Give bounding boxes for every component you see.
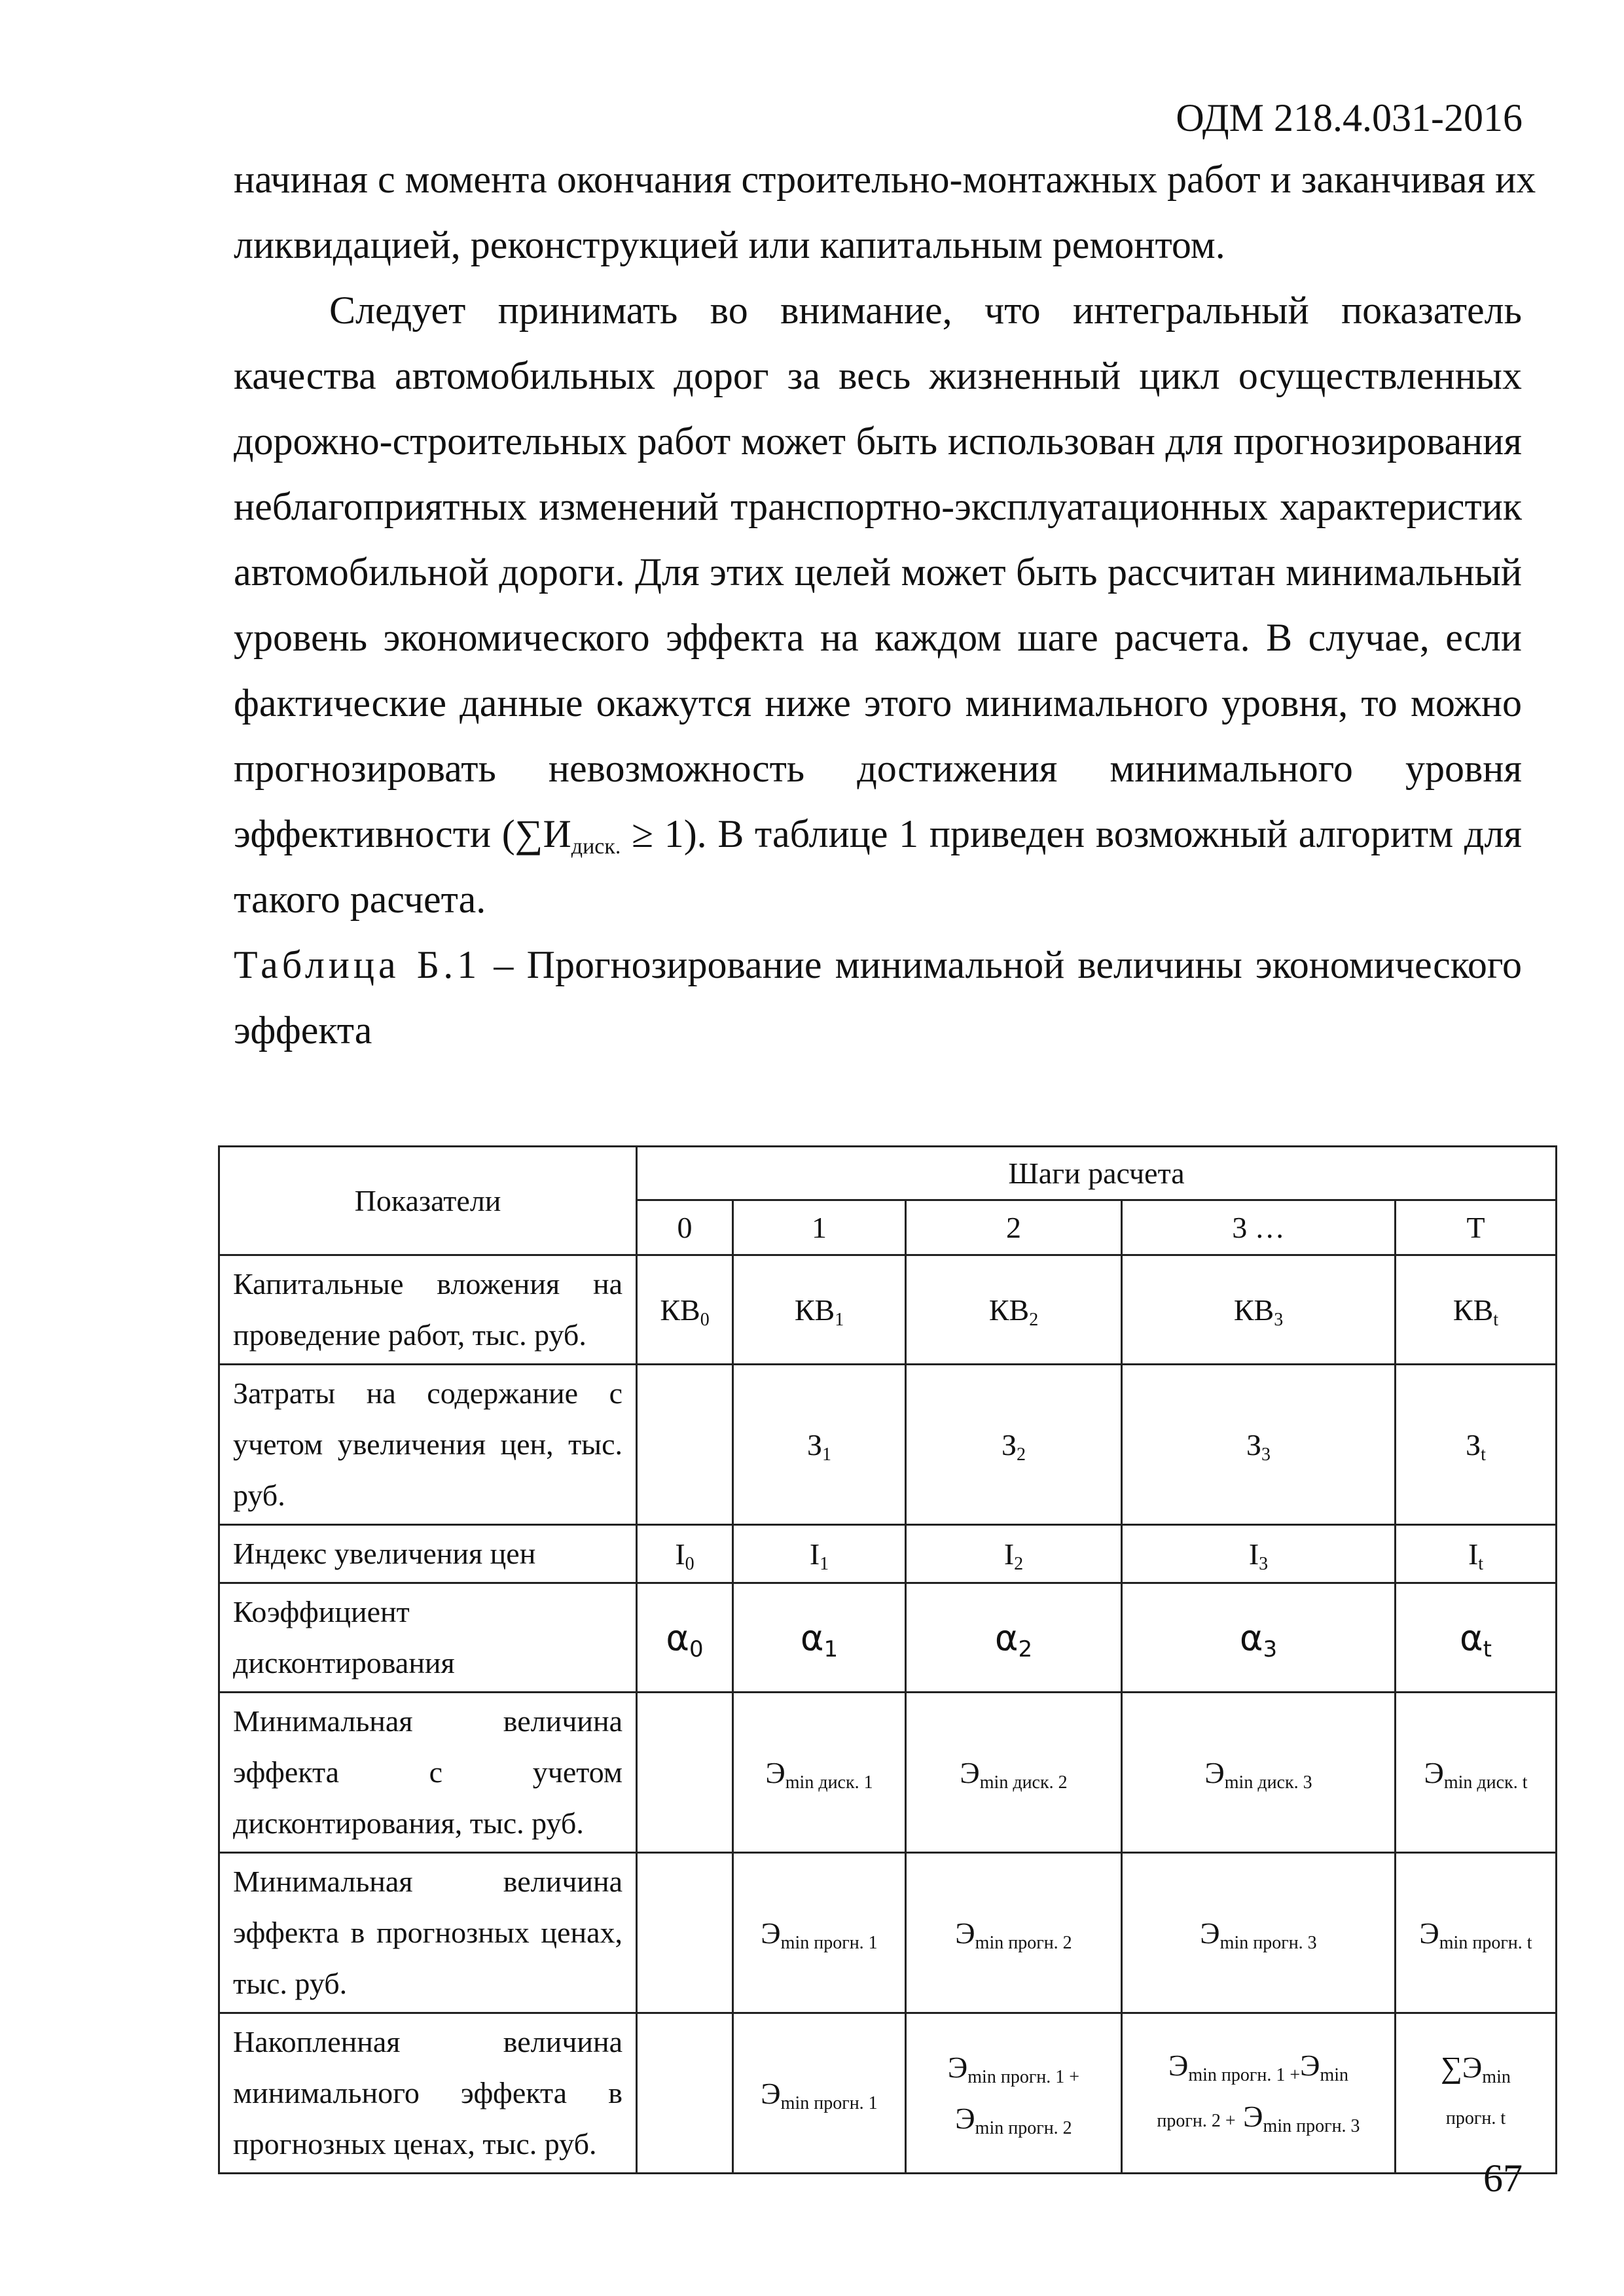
- row-label: Минимальная величина эффекта в прогнозных ценах, тыс. руб.: [219, 1853, 637, 2013]
- table-cell: $Э_{min прогн. 2}$: [906, 1853, 1122, 2013]
- table-cell: [637, 1853, 733, 2013]
- step-label: T: [1396, 1200, 1557, 1255]
- text-line: дорожно-строительных работ может быть использован для прогнозирования: [234, 420, 1522, 463]
- table-cell: $КВ_0$: [637, 1255, 733, 1365]
- row-label: Затраты на содержание с учетом увеличения цен, тыс. руб.: [219, 1365, 637, 1525]
- header-steps: Шаги расчета: [637, 1147, 1557, 1200]
- table-cell: $\alpha_2$: [906, 1583, 1122, 1693]
- paragraph-continuation: [234, 147, 1536, 278]
- table-cell: $З_1$: [733, 1365, 906, 1525]
- step-label: 1: [733, 1200, 906, 1255]
- text-line: ликвидацией, реконструкцией или капитальным ремонтом.: [234, 223, 1225, 266]
- cell-line: прогн. $2 + Э_{min прогн. 3}$: [1157, 2099, 1360, 2136]
- table-cell: $Э_{min прогн. 1}$: [733, 2013, 906, 2174]
- table-cell: $I_3$: [1122, 1525, 1396, 1583]
- table-cell: $КВ_3$: [1122, 1255, 1396, 1365]
- text-line: неблагоприятных изменений транспортно-эксплуатационных характеристик: [234, 485, 1522, 528]
- table-cell: $\alpha_3$: [1122, 1583, 1396, 1693]
- table-cell: $\alpha_1$: [733, 1583, 906, 1693]
- table-cell: $Э_{min прогн. 3}$: [1122, 1853, 1396, 2013]
- cell-line: $Э_{min прогн. 1 +}$: [947, 2051, 1080, 2087]
- page-number: 67: [1483, 2157, 1523, 2200]
- paragraph-main: [234, 278, 1522, 932]
- table-row: [219, 1583, 1557, 1693]
- table-cell: $\alpha_0$: [637, 1583, 733, 1693]
- row-label: Накопленная величина минимального эффекта в прогнозных ценах, тыс. руб.: [219, 2013, 637, 2174]
- table-cell: [637, 1693, 733, 1853]
- table-cell: $З_2$: [906, 1365, 1122, 1525]
- cell-line: $\sum Э_{min}$: [1441, 2051, 1511, 2087]
- caption-line: эффекта: [234, 1009, 372, 1052]
- table-cell: $I_0$: [637, 1525, 733, 1583]
- cell-line: $Э_{min прогн. 2}$: [955, 2102, 1072, 2138]
- table-cell: $КВ_2$: [906, 1255, 1122, 1365]
- document-code: ОДМ 218.4.031-2016: [1176, 96, 1523, 139]
- table-cell: $Э_{min прогн. t}$: [1396, 1853, 1557, 2013]
- caption-label: Таблица Б.1: [234, 943, 481, 986]
- row-label: Коэффициент дисконтирования: [219, 1583, 637, 1693]
- text-line: [234, 801, 1522, 867]
- step-label: 2: [906, 1200, 1122, 1255]
- text-line: прогнозировать невозможность достижения минимального уровня: [234, 747, 1522, 790]
- caption-line: [234, 932, 1522, 997]
- table-row: [219, 1853, 1557, 2013]
- text-fragment: эффективности (∑И: [234, 812, 571, 855]
- table-cell: $Э_{min диск. t}$: [1396, 1693, 1557, 1853]
- caption-title: – Прогнозирование минимальной величины экономического: [480, 943, 1522, 986]
- header-indicators: Показатели: [219, 1147, 637, 1255]
- text-line: начиная с момента окончания строительно-монтажных работ и заканчивая их: [234, 158, 1536, 201]
- table-cell: $Э_{min диск. 2}$: [906, 1693, 1122, 1853]
- table-cell: [1396, 2013, 1557, 2174]
- text-fragment: ≥ 1). В таблице 1 приведен возможный алгоритм для: [621, 812, 1522, 855]
- table-cell: $З_t$: [1396, 1365, 1557, 1525]
- table-row: [219, 1693, 1557, 1853]
- table-row: [219, 1365, 1557, 1525]
- text-line: фактические данные окажутся ниже этого минимального уровня, то можно: [234, 681, 1522, 725]
- table-cell: $КВ_t$: [1396, 1255, 1557, 1365]
- table-cell: [637, 1365, 733, 1525]
- table-cell: $Э_{min прогн. 1}$: [733, 1853, 906, 2013]
- row-label: Минимальная величина эффекта с учетом дисконтирования, тыс. руб.: [219, 1693, 637, 1853]
- table-caption: [234, 932, 1522, 1063]
- text-line: такого расчета.: [234, 878, 486, 921]
- table-cell: $\alpha_t$: [1396, 1583, 1557, 1693]
- table-row: [219, 1255, 1557, 1365]
- table-cell: [906, 2013, 1122, 2174]
- cell-line: $Э_{min прогн. 1 +}Э_{min}$: [1168, 2048, 1349, 2085]
- step-label: 0: [637, 1200, 733, 1255]
- table-cell: $I_2$: [906, 1525, 1122, 1583]
- table-header-row: [219, 1147, 1557, 1200]
- table-cell: $Э_{min диск. 1}$: [733, 1693, 906, 1853]
- table-cell: [1122, 2013, 1396, 2174]
- row-label: Капитальные вложения на проведение работ, тыс. руб.: [219, 1255, 637, 1365]
- text-line: Следует принимать во внимание, что интегральный показатель: [329, 289, 1522, 332]
- table-row: [219, 1525, 1557, 1583]
- row-label: Индекс увеличения цен: [219, 1525, 637, 1583]
- step-label: 3 …: [1122, 1200, 1396, 1255]
- table-cell: $З_3$: [1122, 1365, 1396, 1525]
- cell-line: прогн. t: [1445, 2108, 1506, 2128]
- table-cell: $I_1$: [733, 1525, 906, 1583]
- text-line: качества автомобильных дорог за весь жизненный цикл осуществленных: [234, 354, 1522, 397]
- text-line: автомобильной дороги. Для этих целей может быть рассчитан минимальный: [234, 550, 1522, 594]
- table-cell: $КВ_1$: [733, 1255, 906, 1365]
- forecast-table: [218, 1145, 1557, 2174]
- text-line: уровень экономического эффекта на каждом шаге расчета. В случае, если: [234, 616, 1522, 659]
- table-cell: $Э_{min диск. 3}$: [1122, 1693, 1396, 1853]
- table-row: [219, 2013, 1557, 2174]
- table-cell: [637, 2013, 733, 2174]
- subscript: диск.: [571, 834, 621, 859]
- table-cell: $I_t$: [1396, 1525, 1557, 1583]
